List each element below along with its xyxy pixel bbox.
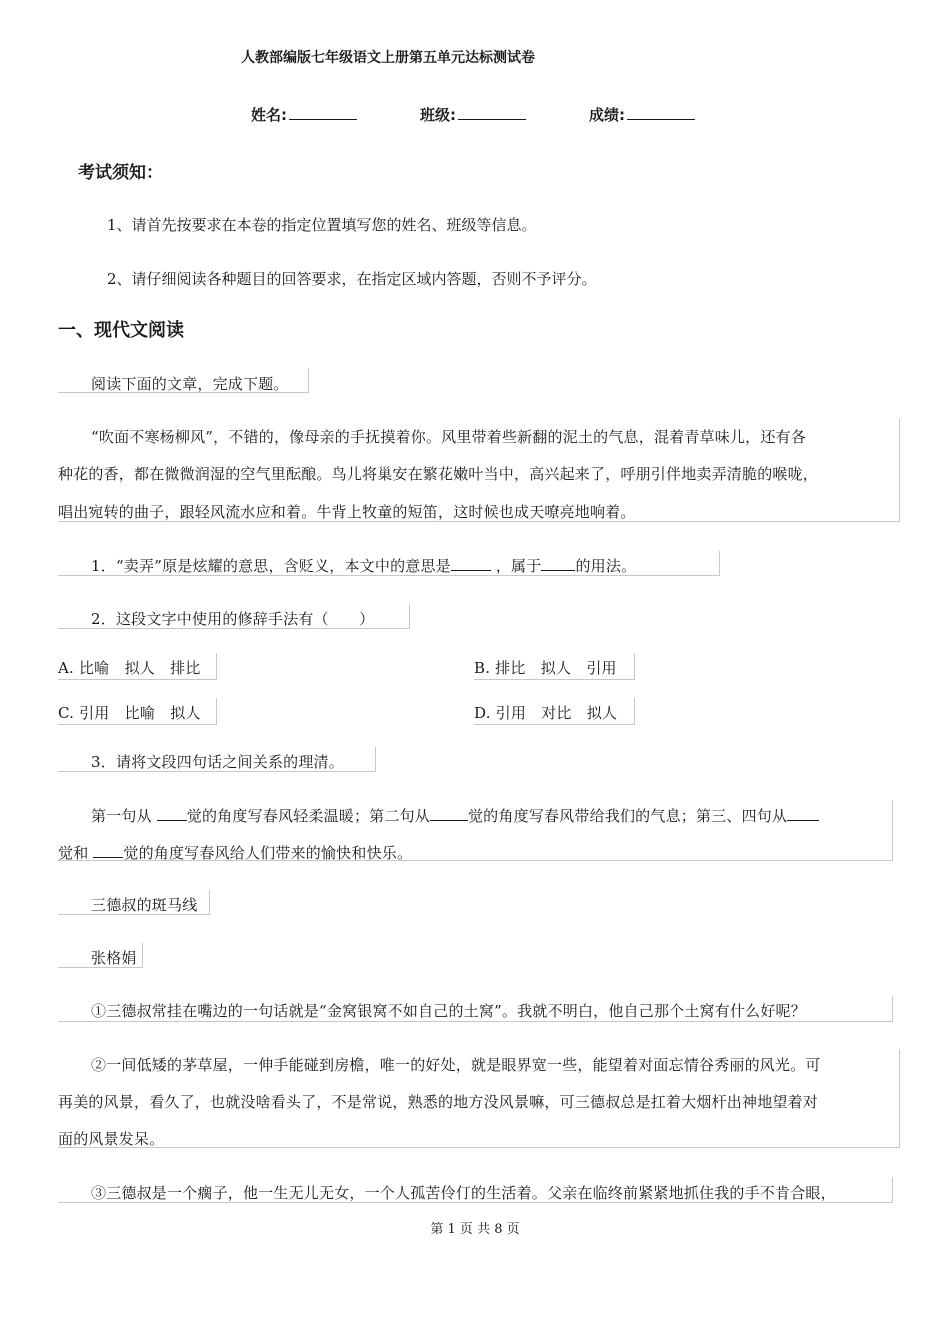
option-d[interactable]: D. 引用 对比 拟人	[474, 704, 618, 722]
passage-line: 唱出宛转的曲子，跟轻风流水应和着。牛背上牧童的短笛，这时候也成天嘹亮地响着。	[58, 503, 636, 521]
option-c[interactable]: C. 引用 比喻 拟人	[58, 704, 201, 722]
notice-item: 1、请首先按要求在本卷的指定位置填写您的姓名、班级等信息。	[107, 216, 537, 234]
question-1-text: 1．“卖弄”原是炫耀的意思，含贬义，本文中的意思是	[91, 557, 451, 575]
name-field	[251, 104, 357, 125]
story-author: 张格娟	[91, 949, 137, 967]
fill-text: 觉的角度写春风带给我们的气息；第三、四句从	[467, 807, 788, 825]
class-blank[interactable]	[458, 105, 526, 120]
option-b[interactable]: B. 排比 拟人 引用	[474, 659, 617, 677]
question-1-text: ，属于	[495, 557, 542, 575]
question-3: 3．请将文段四句话之间关系的理清。	[91, 753, 344, 771]
name-blank[interactable]	[289, 105, 357, 120]
story-paragraph-line: ②一间低矮的茅草屋，一伸手能碰到房檐，唯一的好处，就是眼界宽一些，能望着对面忘情谷秀丽的风光。可	[91, 1056, 821, 1074]
question-1	[91, 555, 636, 576]
story-paragraph-line: ①三德叔常挂在嘴边的一句话就是“金窝银窝不如自己的土窝”。我就不明白，他自己那个土窝有什么好呢？	[91, 1002, 806, 1020]
notice-item: 2、请仔细阅读各种题目的回答要求，在指定区域内答题，否则不予评分。	[107, 270, 597, 288]
answer-blank[interactable]	[541, 557, 575, 571]
story-paragraph-line: ③三德叔是一个瘸子，他一生无儿无女，一个人孤苦伶仃的生活着。父亲在临终前紧紧地抓住我的手不肯合眼，	[91, 1184, 836, 1202]
score-blank[interactable]	[627, 105, 695, 120]
answer-blank[interactable]	[451, 557, 491, 571]
answer-blank[interactable]	[157, 807, 187, 821]
intro-text: 阅读下面的文章，完成下题。	[91, 375, 289, 393]
question-1-text: 的用法。	[575, 557, 637, 575]
class-field	[420, 104, 526, 125]
option-a[interactable]: A. 比喻 拟人 排比	[58, 659, 201, 677]
class-label: 班级:	[420, 106, 456, 124]
story-title: 三德叔的斑马线	[91, 896, 198, 914]
passage-line: “吹面不寒杨柳风”，不错的，像母亲的手抚摸着你。风里带着些新翻的泥土的气息，混着青草味儿，还有各	[91, 428, 806, 446]
passage-line: 种花的香，都在微微润湿的空气里酝酿。鸟儿将巢安在繁花嫩叶当中，高兴起来了，呼朋引伴地卖弄清脆的喉咙，	[58, 465, 819, 483]
story-paragraph-line: 面的风景发呆。	[58, 1130, 165, 1148]
fill-text: 第一句从	[91, 807, 152, 825]
fill-text: 觉的角度写春风轻柔温暖；第二句从	[186, 807, 430, 825]
story-paragraph-line: 再美的风景，看久了，也就没啥看头了，不是常说，熟悉的地方没风景嘛，可三德叔总是扛着大烟杆出神地望着对	[58, 1093, 819, 1111]
fill-text: 觉的角度写春风给人们带来的愉快和快乐。	[123, 844, 413, 862]
question-3-fill-line	[91, 805, 819, 826]
notice-title: 考试须知：	[78, 163, 163, 183]
answer-blank[interactable]	[787, 807, 819, 821]
fill-text: 觉和	[58, 844, 89, 862]
score-field	[589, 104, 695, 125]
section-heading: 一、现代文阅读	[58, 320, 184, 341]
page-footer: 第 1 页 共 8 页	[430, 1222, 520, 1237]
document-title: 人教部编版七年级语文上册第五单元达标测试卷	[241, 50, 535, 66]
answer-blank[interactable]	[93, 844, 123, 858]
answer-blank[interactable]	[430, 807, 468, 821]
score-label: 成绩:	[589, 106, 625, 124]
question-2: 2．这段文字中使用的修辞手法有（ ）	[91, 610, 375, 628]
question-3-fill-line	[58, 842, 412, 863]
name-label: 姓名:	[251, 106, 287, 124]
